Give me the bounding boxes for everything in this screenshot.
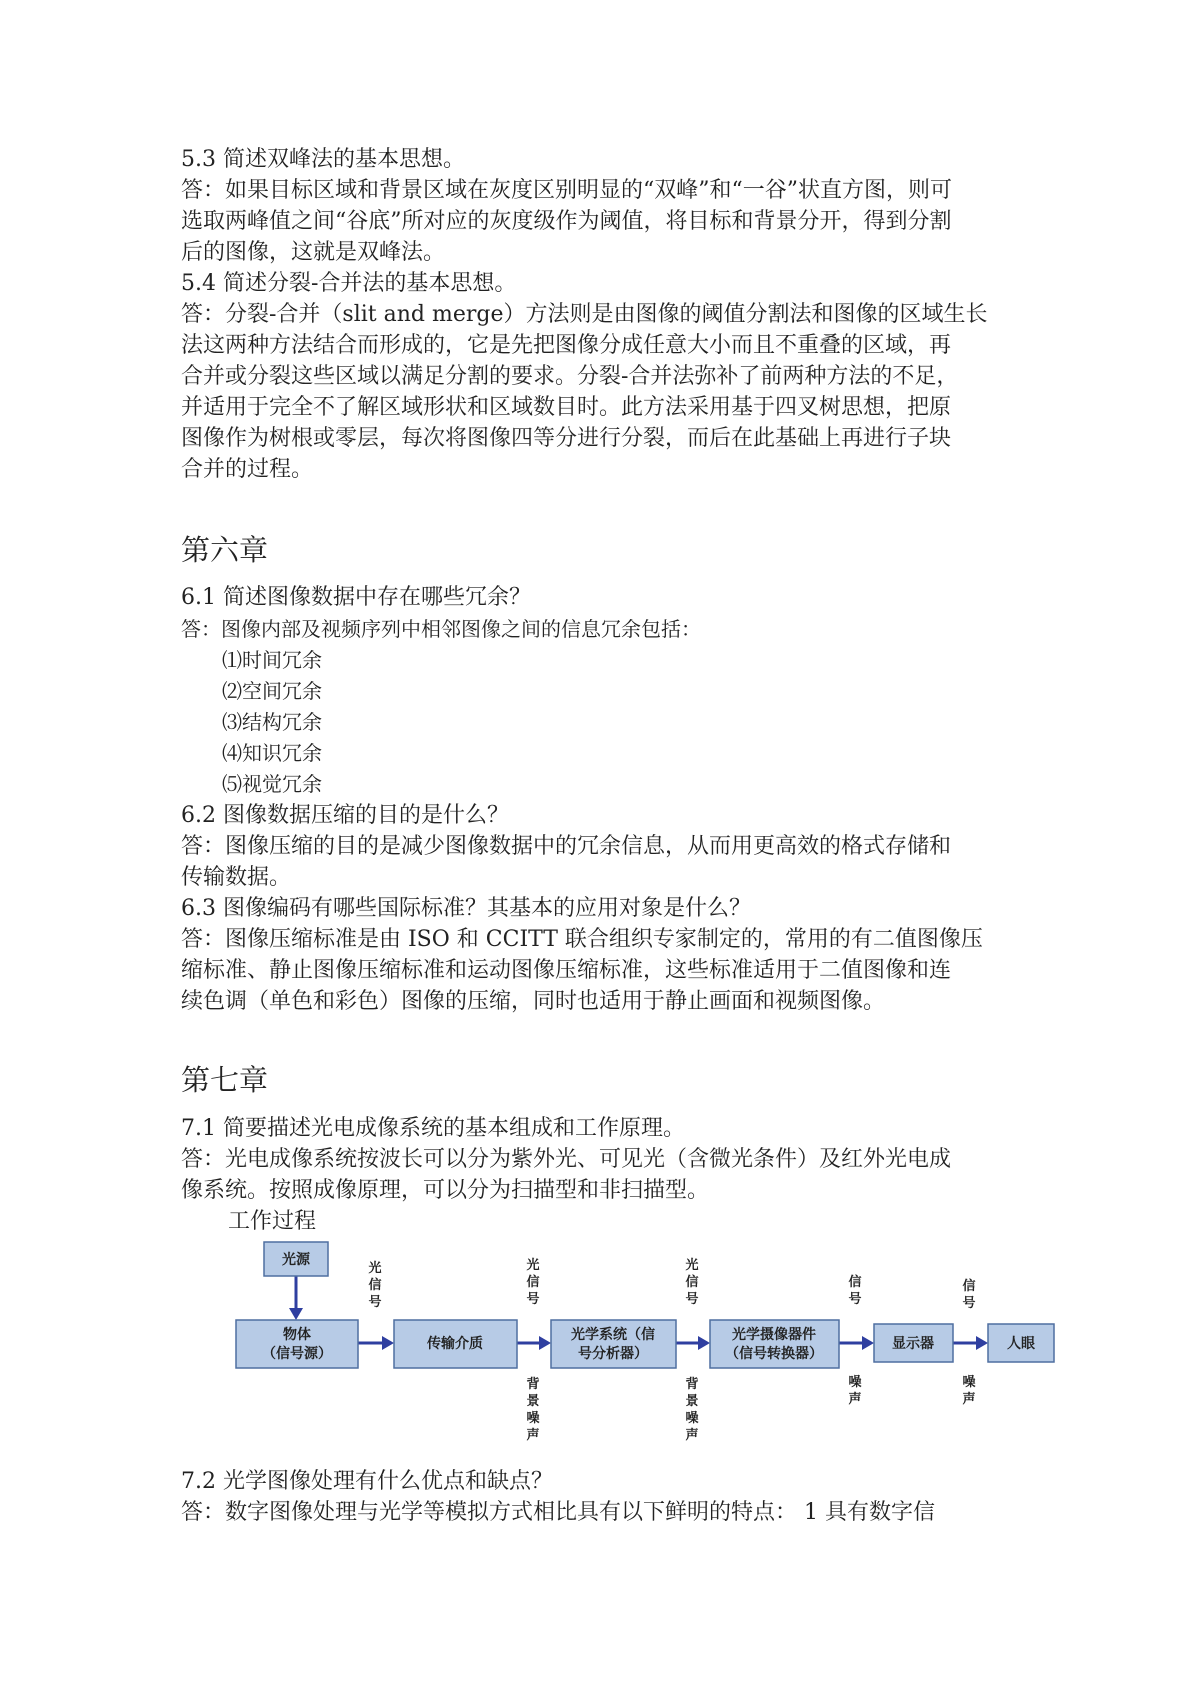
noise-char: 声	[962, 1392, 976, 1407]
answer-6-1: 答：图像内部及视频序列中相邻图像之间的信息冗余包括：	[181, 617, 701, 641]
background-noise-char: 噪	[526, 1411, 540, 1426]
process-label: 工作过程	[228, 1209, 317, 1234]
light-signal-char: 信	[526, 1275, 540, 1290]
arrow-head	[289, 1308, 303, 1320]
answer-5-3-line-3: 后的图像，这就是双峰法。	[181, 240, 446, 265]
chapter-7-heading: 第七章	[181, 1063, 269, 1097]
answer-5-3-line-2: 选取两峰值之间“谷底”所对应的灰度级作为阈值，将目标和背景分开，得到分割	[181, 209, 952, 234]
optical-system-label-line-2: 号分析器）	[578, 1346, 648, 1362]
redundancy-item: ⑴时间冗余	[222, 648, 322, 672]
light-signal-char: 光	[526, 1258, 540, 1273]
light-source-label: 光源	[282, 1252, 310, 1268]
signal-char: 号	[962, 1296, 976, 1311]
question-6-1: 6.1 简述图像数据中存在哪些冗余？	[181, 585, 531, 610]
answer-5-4-line-5: 图像作为树根或零层，每次将图像四等分进行分裂，而后在此基础上再进行子块	[181, 426, 952, 451]
question-7-2: 7.2 光学图像处理有什么优点和缺点？	[181, 1469, 553, 1494]
answer-6-3-line-1: 答：图像压缩标准是由 ISO 和 CCITT 联合组织专家制定的，常用的有二值图像压	[181, 927, 983, 952]
answer-6-3-line-2: 缩标准、静止图像压缩标准和运动图像压缩标准，这些标准适用于二值图像和连	[181, 958, 952, 983]
redundancy-item: ⑸视觉冗余	[222, 772, 322, 796]
arrow-head	[698, 1336, 710, 1350]
question-6-2: 6.2 图像数据压缩的目的是什么？	[181, 803, 509, 828]
light-signal-char: 号	[685, 1292, 699, 1307]
answer-5-4-line-6: 合并的过程。	[181, 457, 314, 482]
arrow-head	[539, 1336, 551, 1350]
display-label: 显示器	[892, 1336, 934, 1352]
background-noise-char: 背	[526, 1377, 540, 1392]
arrow-head	[862, 1336, 874, 1350]
light-signal-char: 光	[685, 1258, 699, 1273]
signal-char: 信	[848, 1275, 862, 1290]
camera-device-label-line-1: 光学摄像器件	[732, 1327, 816, 1343]
answer-7-2-line-1: 答：数字图像处理与光学等模拟方式相比具有以下鲜明的特点： 1 具有数字信	[181, 1500, 935, 1525]
background-noise-char: 声	[526, 1428, 540, 1443]
noise-char: 声	[848, 1392, 862, 1407]
background-noise-char: 背	[685, 1377, 699, 1392]
chapter-6-heading: 第六章	[181, 533, 269, 567]
redundancy-item: ⑷知识冗余	[222, 741, 322, 765]
question-6-3: 6.3 图像编码有哪些国际标准？其基本的应用对象是什么？	[181, 896, 751, 921]
answer-5-4-line-3: 合并或分裂这些区域以满足分割的要求。分裂-合并法弥补了前两种方法的不足，	[181, 364, 959, 389]
background-noise-char: 景	[685, 1394, 699, 1409]
background-noise-char: 景	[526, 1394, 540, 1409]
object-label-line-2: （信号源）	[262, 1346, 332, 1362]
background-noise-char: 噪	[685, 1411, 699, 1426]
object-label-line-1: 物体	[283, 1327, 311, 1343]
answer-5-4-line-2: 法这两种方法结合而形成的，它是先把图像分成任意大小而且不重叠的区域，再	[181, 333, 952, 358]
eye-label: 人眼	[1007, 1336, 1035, 1352]
answer-7-1-line-1: 答：光电成像系统按波长可以分为紫外光、可见光（含微光条件）及红外光电成	[181, 1147, 952, 1172]
light-signal-char: 号	[526, 1292, 540, 1307]
redundancy-item: ⑵空间冗余	[222, 679, 322, 703]
answer-6-2-line-1: 答：图像压缩的目的是减少图像数据中的冗余信息，从而用更高效的格式存储和	[181, 834, 952, 859]
answer-7-1-line-2: 像系统。按照成像原理，可以分为扫描型和非扫描型。	[181, 1178, 710, 1203]
answer-5-4-line-4: 并适用于完全不了解区域形状和区域数目时。此方法采用基于四叉树思想，把原	[181, 395, 952, 420]
redundancy-item: ⑶结构冗余	[222, 710, 322, 734]
background-noise-char: 声	[685, 1428, 699, 1443]
signal-char: 号	[848, 1292, 862, 1307]
noise-char: 噪	[848, 1375, 862, 1390]
light-signal-char: 光	[368, 1261, 382, 1276]
arrow-head	[382, 1336, 394, 1350]
question-7-1: 7.1 简要描述光电成像系统的基本组成和工作原理。	[181, 1116, 685, 1141]
light-signal-char: 信	[685, 1275, 699, 1290]
arrow-head	[976, 1336, 988, 1350]
answer-6-2-line-2: 传输数据。	[181, 865, 292, 890]
answer-6-3-line-3: 续色调（单色和彩色）图像的压缩，同时也适用于静止画面和视频图像。	[181, 989, 886, 1014]
light-signal-char: 信	[368, 1278, 382, 1293]
question-5-3: 5.3 简述双峰法的基本思想。	[181, 147, 465, 172]
transmission-medium-label: 传输介质	[427, 1336, 483, 1352]
question-5-4: 5.4 简述分裂-合并法的基本思想。	[181, 271, 517, 296]
camera-device-label-line-2: （信号转换器）	[725, 1346, 823, 1362]
answer-5-4-line-1: 答：分裂-合并（slit and merge）方法则是由图像的阈值分割法和图像的区域生长	[181, 302, 988, 327]
answer-5-3-line-1: 答：如果目标区域和背景区域在灰度区别明显的“双峰”和“一谷”状直方图，则可	[181, 178, 952, 203]
optical-system-label-line-1: 光学系统（信	[571, 1327, 655, 1343]
light-signal-char: 号	[368, 1295, 382, 1310]
noise-char: 噪	[962, 1375, 976, 1390]
signal-char: 信	[962, 1279, 976, 1294]
